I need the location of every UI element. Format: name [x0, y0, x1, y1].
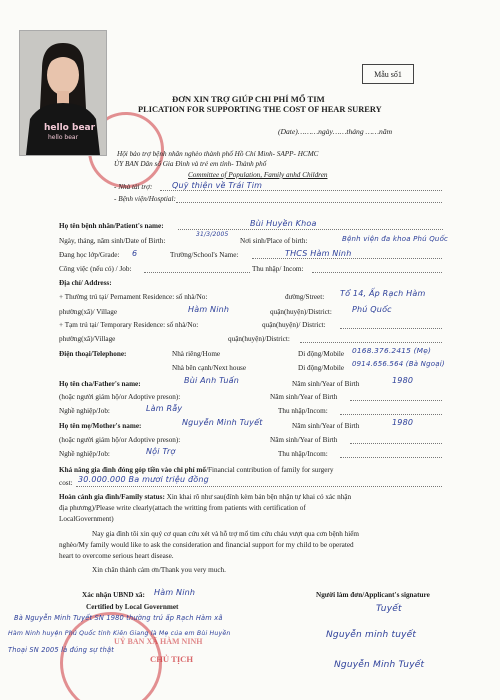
mother-income-label: Thu nhập/Incom:	[278, 450, 328, 458]
stamp-text-1: UỶ BAN XÃ HÀM NINH	[114, 637, 203, 646]
org-line-2: ỦY BAN Dân số Gia Đình và trẻ em tỉnh- Thành phố	[114, 160, 267, 168]
mother-job-value[interactable]: Nội Trợ	[146, 447, 176, 456]
shirt-text-2: hello bear	[48, 134, 79, 141]
contribution-label-vi: Khả năng gia đình đóng góp tiền vào chi phí mổ	[59, 466, 206, 474]
next-house-label: Nhà bên cạnh/Next house	[172, 364, 247, 372]
patient-name-dots	[178, 229, 443, 230]
temp-district-label-2: quận(huyện)/District:	[228, 335, 290, 343]
job-label: Công việc (nếu có) / Job:	[59, 265, 132, 273]
cost-value[interactable]: 30.000.000 Ba mươi triệu đồng	[78, 475, 209, 484]
certify-label: Xác nhận UBND xã:	[82, 591, 145, 599]
father-name-label: Họ tên cha/Father's name:	[59, 380, 141, 388]
phone-label: Điện thoại/Telephone:	[59, 350, 127, 358]
perm-street-label: đường/Street:	[285, 293, 325, 301]
father-guardian-label: (hoặc người giám hộ/or Adoptive preson):	[59, 393, 181, 401]
father-guardian-dots	[350, 400, 442, 401]
form-code-box	[362, 64, 414, 84]
title-en: PLICATION FOR SUPPORTING THE COST OF HEAR SURERY	[138, 105, 382, 114]
signature-1: Tuyết	[376, 604, 402, 614]
hospital-dots	[176, 202, 442, 203]
temp-dots	[340, 328, 442, 329]
mobile-label-2: Di động/Mobile	[298, 364, 345, 372]
home-label: Nhà riêng/Home	[172, 350, 221, 358]
mother-guardian-label: (hoặc người giám hộ/or Adoptive preson):	[59, 436, 181, 444]
red-seal-bottom	[60, 612, 162, 700]
perm-village-value[interactable]: Hàm Ninh	[188, 305, 230, 314]
thanks-text: Xin chân thành cảm ơn/Thank you very much.	[92, 566, 226, 574]
perm-street-value[interactable]: Tổ 14, Ấp Rạch Hàm	[340, 289, 426, 298]
mobile-label: Di động/Mobile	[298, 350, 345, 358]
status-text-1: Xin khai rõ như sau(đính kèm bản bện nhận tự khai có xác nhận	[166, 493, 352, 501]
dob-value[interactable]: 31/3/2005	[196, 231, 229, 238]
father-job-label: Nghề nghiệp/Job:	[59, 407, 110, 415]
dob-label: Ngày, tháng, năm sinh/Date of Birth:	[59, 237, 166, 245]
mother-name-value[interactable]: Nguyễn Minh Tuyết	[182, 418, 263, 427]
status-label: Hoàn cảnh gia đình/Family status:	[59, 493, 165, 501]
father-job-value[interactable]: Làm Rẫy	[146, 404, 183, 413]
father-income-label: Thu nhập/Incom:	[278, 407, 328, 415]
temp-village-dots	[300, 342, 442, 343]
certify-handwriting-3: Thoại SN 2005 là đúng sự thật	[8, 646, 114, 654]
applicant-label: Người làm đơn/Applicant's signature	[316, 591, 430, 599]
sponsor-label: - Nhà tài trợ:	[114, 183, 153, 191]
job-dots	[144, 272, 250, 273]
school-dots	[252, 258, 442, 259]
grade-label: Đang học lớp/Grade:	[59, 251, 120, 259]
pob-value[interactable]: Bệnh viện đa khoa Phú Quốc	[342, 235, 449, 243]
mother-income-dots	[340, 457, 442, 458]
signature-3: Nguyễn Minh Tuyết	[334, 660, 425, 670]
cost-dots	[76, 486, 442, 487]
plea-line-3: heart to overcome serious heart disease.	[59, 552, 174, 560]
father-income-dots	[340, 414, 442, 415]
plea-line-1: Nay gia đình tôi xin quý cơ quan cứu xét và hỗ trợ mổ tim cứu cháu vượt qua cơn bệnh hiểm	[92, 530, 360, 538]
contribution-label	[59, 466, 333, 475]
status-text-3: LocalGovernment)	[59, 515, 114, 523]
perm-district-label: quận(huyện)/District:	[270, 308, 332, 316]
patient-name-label: Họ tên bệnh nhân/Patient's name:	[59, 222, 164, 230]
mother-name-label: Họ tên mẹ/Mother's name:	[59, 422, 142, 430]
hospital-label: - Bệnh viện/Hosptial:	[114, 195, 176, 203]
sponsor-dots	[160, 190, 442, 191]
temp-village-label: phường(xã)/Village	[59, 335, 116, 343]
certify-value[interactable]: Hàm Ninh	[154, 588, 196, 597]
grade-value[interactable]: 6	[132, 249, 138, 258]
org-line-3: Committee of Population, Family anhd Children	[188, 171, 328, 179]
applicant-photo	[19, 30, 107, 156]
title-vi: ĐƠN XIN TRỢ GIÚP CHI PHÍ MỔ TIM	[172, 94, 325, 104]
school-value[interactable]: THCS Hàm Ninh	[285, 249, 352, 258]
father-yob-value[interactable]: 1980	[392, 376, 414, 385]
certify-handwriting-2: Hàm Ninh huyện Phú Quốc tỉnh Kiên Giang là Mẹ của em Bùi Huyền	[8, 630, 231, 637]
certify-handwriting-1: Bà Nguyễn Minh Tuyết SN 1980 thường trú ấp Rạch Hàm xã	[14, 614, 223, 622]
address-label: Địa chỉ/ Address:	[59, 279, 112, 287]
contribution-label-en: /Financial contribution of family for surgery	[206, 466, 334, 474]
perm-district-value[interactable]: Phú Quốc	[352, 305, 392, 314]
pob-label: Nơi sinh/Place of birth:	[240, 237, 308, 245]
father-guardian-yob-label: Năm sinh/Year of Birth	[270, 393, 338, 401]
temp-label: + Tạm trú tại/ Temporary Residence: số nhà/No:	[59, 321, 199, 329]
temp-district-label: quận(huyện)/ District:	[262, 321, 326, 329]
cost-label: cost:	[59, 479, 73, 487]
patient-name-value[interactable]: Bùi Huyền Khoa	[250, 219, 317, 228]
mother-yob-label: Năm sinh/Year of Birth	[292, 422, 360, 430]
certify-en: Certified by Local Governmet	[86, 603, 179, 611]
perm-label: + Thường trú tại/ Pernament Residence: số nhà/No:	[59, 293, 208, 301]
date-line: (Date)………ngày……tháng ……năm	[278, 127, 393, 136]
status-line-1	[59, 493, 351, 502]
school-label: Trường/School's Name:	[170, 251, 239, 259]
signature-2: Nguyễn minh tuyết	[326, 630, 417, 640]
status-text-2: địa phương)/Please write clearly(attach the writting from patients with certification of	[59, 504, 306, 512]
stamp-text-2: CHỦ TỊCH	[150, 654, 194, 664]
shirt-text-1: hello bear	[44, 123, 96, 133]
mother-guardian-dots	[350, 443, 442, 444]
income-dots	[312, 272, 442, 273]
income-label: Thu nhập/ Incom:	[252, 265, 304, 273]
mobile-value[interactable]: 0168.376.2415 (Mẹ)	[352, 346, 432, 355]
mother-job-label: Nghề nghiệp/Job:	[59, 450, 110, 458]
father-name-value[interactable]: Bùi Anh Tuấn	[184, 376, 240, 385]
form-code: Mẫu số1	[374, 69, 402, 79]
father-yob-label: Năm sinh/Year of Birth	[292, 380, 360, 388]
org-line-1: Hội bảo trợ bệnh nhân nghèo thành phố Hồ Chí Minh- SAPP- HCMC	[117, 150, 319, 158]
sponsor-value: Quỹ thiện về Trái Tim	[172, 181, 263, 190]
mother-yob-value[interactable]: 1980	[392, 418, 414, 427]
mobile-value-2[interactable]: 0914.656.564 (Bà Ngoại)	[352, 360, 445, 368]
mother-guardian-yob-label: Năm sinh/Year of Birth	[270, 436, 338, 444]
plea-line-2: nghèo/My family would like to ask the consideration and financial support for my child to be operated	[59, 541, 354, 549]
perm-village-label: phường(xã)/ Village	[59, 308, 118, 316]
